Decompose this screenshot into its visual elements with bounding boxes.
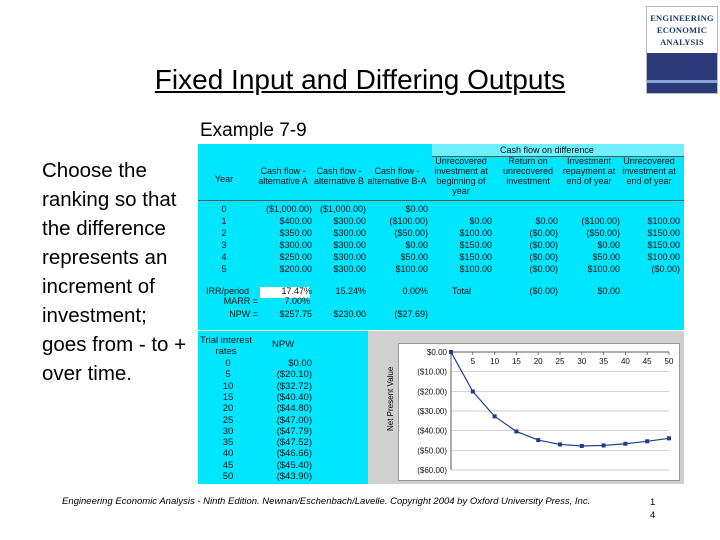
npw-data-point — [558, 442, 562, 446]
table-cell: $150.00 — [647, 228, 680, 238]
trial-rate-cell: 40 — [222, 448, 234, 460]
table-cell: 3 — [221, 240, 227, 250]
trial-rate-cell: 15 — [222, 391, 234, 403]
irr-value: 15.24% — [335, 286, 366, 296]
y-tick-label: $0.00 — [426, 348, 447, 357]
column-header: Unrecovered investment at end of year — [622, 156, 676, 186]
header-group-label: Cash flow on difference — [500, 145, 594, 155]
table-cell: $100.00 — [459, 264, 492, 274]
npw-data-point — [580, 444, 584, 448]
y-tick-label: ($60.00) — [417, 466, 447, 475]
table-cell: $100.00 — [459, 228, 492, 238]
table-cell: $100.00 — [647, 252, 680, 262]
x-tick-label: 35 — [599, 357, 609, 366]
npw-value: $230.00 — [333, 309, 366, 319]
trial-rate-cell: 50 — [222, 471, 234, 482]
chart-svg — [399, 344, 679, 480]
x-tick-label: 50 — [664, 357, 674, 366]
table-cell: $0.00 — [405, 240, 428, 250]
trial-rate-cell: 25 — [222, 414, 234, 426]
trial-npw-cell: ($32.72) — [276, 380, 312, 392]
x-tick-label: 20 — [533, 357, 543, 366]
table-cell: $0.00 — [535, 216, 558, 226]
table-cell: ($100.00) — [581, 216, 620, 226]
column-header: Investment repayment at end of year — [562, 156, 616, 186]
bullet-text: Choose the ranking so that the difference represents an increment of investment; goes from - to + over time. — [42, 159, 187, 385]
trial-npw-cell: ($20.10) — [276, 369, 312, 381]
table-cell: $150.00 — [647, 240, 680, 250]
y-tick-label: ($10.00) — [417, 367, 447, 377]
table-cell: ($1,000.00) — [319, 204, 366, 214]
npw-label: NPW = — [229, 309, 258, 319]
trial-rate-cell: 20 — [222, 403, 234, 415]
table-cell: 5 — [221, 264, 227, 274]
column-header: Cash flow - alternative B-A — [367, 166, 427, 186]
table-cell: $300.00 — [333, 228, 366, 238]
npw-data-point — [667, 436, 671, 440]
x-tick-label: 25 — [555, 357, 565, 366]
irr-label: IRR/period — [206, 286, 250, 296]
npw-data-point — [623, 442, 627, 446]
table-cell: $400.00 — [279, 216, 312, 226]
table-cell: $200.00 — [279, 264, 312, 274]
trial-npw-header: NPW — [272, 339, 295, 350]
example-label: Example 7-9 — [200, 120, 307, 141]
irr-value: 17.47% — [281, 286, 312, 296]
slide-title: Fixed Input and Differing Outputs — [154, 64, 566, 95]
column-header: Cash flow - alternative A — [258, 166, 308, 186]
table-cell: 1 — [221, 216, 227, 226]
table-cell: ($0.00) — [529, 240, 558, 250]
table-cell: ($100.00) — [389, 216, 428, 226]
total-label: Total — [452, 286, 472, 296]
trial-npw-cell: ($46.66) — [276, 448, 312, 460]
book-cover-line1: ENGINEERING — [650, 13, 714, 23]
trial-rates-table — [198, 331, 368, 484]
npw-chart — [368, 331, 684, 484]
marr-label: MARR = — [223, 296, 258, 306]
table-cell: $50.00 — [592, 252, 620, 262]
table-cell: ($0.00) — [529, 252, 558, 262]
table-cell: $350.00 — [279, 228, 312, 238]
y-tick-label: ($20.00) — [417, 387, 447, 397]
trial-npw-cell: ($47.79) — [276, 425, 312, 437]
table-cell: $100.00 — [647, 216, 680, 226]
npw-data-point — [536, 438, 540, 442]
marr-value: 7.00% — [284, 296, 310, 306]
npw-data-point — [514, 429, 518, 433]
page-number-digit-1: 1 — [650, 497, 656, 508]
trial-npw-cell: ($40.40) — [276, 391, 312, 403]
book-cover-line3: ANALYSIS — [660, 37, 704, 47]
trial-npw-cell: ($44.80) — [276, 403, 312, 415]
trial-rate-cell: 0 — [225, 358, 231, 369]
npw-data-point — [493, 414, 497, 418]
trial-rate-cell: 30 — [222, 425, 234, 437]
table-cell: $300.00 — [333, 240, 366, 250]
trial-npw-cell: ($47.52) — [276, 437, 312, 449]
trial-rate-cell: 10 — [222, 380, 234, 392]
chart-plot-area — [398, 343, 680, 481]
table-cell: $300.00 — [333, 264, 366, 274]
book-cover-line2: ECONOMIC — [656, 25, 708, 35]
table-cell: $0.00 — [405, 204, 428, 214]
header-divider — [198, 200, 684, 201]
trial-rate-cell: 5 — [225, 369, 231, 381]
table-cell: $100.00 — [587, 264, 620, 274]
x-tick-label: 45 — [642, 357, 652, 366]
table-cell: ($0.00) — [651, 264, 680, 274]
table-cell: $300.00 — [333, 252, 366, 262]
trial-npw-cell: ($45.40) — [276, 459, 312, 471]
npw-value: $257.75 — [279, 309, 312, 319]
trial-npw-cell: ($47.00) — [276, 414, 312, 426]
table-cell: $150.00 — [459, 252, 492, 262]
x-tick-label: 40 — [620, 357, 630, 366]
table-cell: $0.00 — [597, 240, 620, 250]
table-cell: $300.00 — [333, 216, 366, 226]
npw-series-line — [451, 352, 669, 446]
table-cell: ($0.00) — [529, 264, 558, 274]
table-cell: 4 — [221, 252, 227, 262]
table-cell: $250.00 — [279, 252, 312, 262]
npw-data-point — [449, 350, 453, 354]
y-tick-label: ($50.00) — [417, 446, 447, 456]
table-cell: $150.00 — [459, 240, 492, 250]
irr-value: 0.00% — [402, 286, 428, 296]
page-number — [650, 496, 655, 522]
x-tick-label: 10 — [490, 357, 500, 366]
npw-data-point — [602, 443, 606, 447]
table-cell: $300.00 — [279, 240, 312, 250]
table-cell: 0 — [221, 204, 227, 214]
trial-npw-cell: ($43.90) — [276, 471, 312, 482]
page-number-digit-2: 4 — [650, 510, 656, 521]
table-cell: $0.00 — [469, 216, 492, 226]
y-tick-label: ($40.00) — [417, 426, 447, 436]
trial-rate-cell: 45 — [222, 459, 234, 471]
x-tick-label: 5 — [470, 357, 476, 366]
column-header: Return on unrecovered investment — [502, 156, 554, 186]
trial-rate-cell: 35 — [222, 437, 234, 449]
cash-flow-spreadsheet — [198, 144, 684, 330]
table-cell: ($50.00) — [394, 228, 428, 238]
table-cell: ($0.00) — [529, 228, 558, 238]
column-header: Cash flow - alternative B — [313, 166, 365, 186]
column-header: Year — [214, 174, 234, 184]
npw-data-point — [471, 390, 475, 394]
total-value: ($0.00) — [529, 286, 558, 296]
chart-ylabel: Net Present Value — [386, 366, 395, 431]
table-cell: 2 — [221, 228, 227, 238]
npw-value: ($27.69) — [394, 309, 428, 319]
table-cell: $50.00 — [400, 252, 428, 262]
column-header: Unrecovered investment at beginning of year — [434, 156, 488, 196]
total-value: $0.00 — [597, 286, 620, 296]
table-cell: ($1,000.00) — [265, 204, 312, 214]
trial-npw-cell: $0.00 — [288, 358, 312, 369]
npw-data-point — [645, 439, 649, 443]
trial-rates-header: Trial interest rates — [200, 335, 252, 357]
table-cell: ($50.00) — [586, 228, 620, 238]
copyright-footer: Engineering Economic Analysis - Ninth Edition. Newnan/Eschenbach/Lavelle. Copyright 2004 by Oxford University Press, Inc. — [62, 496, 591, 507]
table-cell: $100.00 — [395, 264, 428, 274]
y-tick-label: ($30.00) — [417, 407, 447, 416]
x-tick-label: 30 — [577, 357, 587, 366]
x-tick-label: 15 — [511, 357, 521, 366]
